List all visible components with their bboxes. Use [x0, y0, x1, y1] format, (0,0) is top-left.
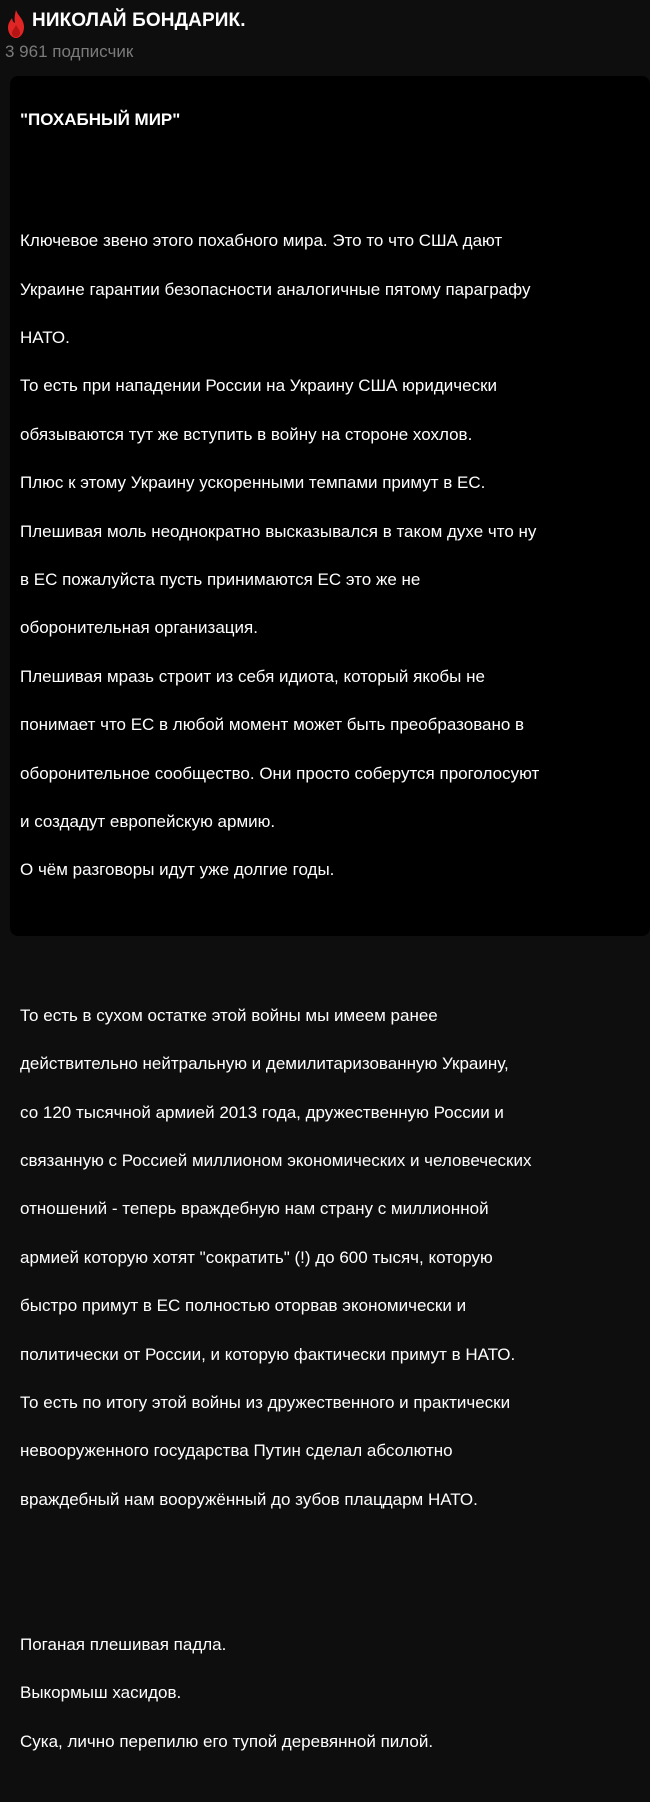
text-line: враждебный нам вооружённый до зубов плацдарм НАТО.: [20, 1489, 478, 1509]
text-line: политически от России, и которую фактически примут в НАТО.: [20, 1344, 516, 1364]
flame-icon: [5, 9, 27, 39]
post-paragraph: [20, 205, 638, 907]
text-line: в ЕС пожалуйста пусть принимаются ЕС это же не: [20, 570, 421, 590]
text-line: Поганая плешивая падла.: [20, 1634, 227, 1654]
text-line: и создадут европейскую армию.: [20, 812, 276, 832]
text-line: О чём разговоры идут уже долгие годы.: [20, 860, 335, 880]
text-line: То есть при нападении России на Украину США юридически: [20, 376, 498, 396]
text-line: Украине гарантии безопасности аналогичные пятому параграфу: [20, 279, 531, 299]
post-paragraph: [20, 979, 638, 1536]
text-line: То есть в сухом остатке этой войны мы имеем ранее: [20, 1005, 438, 1025]
text-line: действительно нейтральную и демилитаризованную Украину,: [20, 1054, 509, 1074]
post-title: "ПОХАБНЫЙ МИР": [20, 110, 181, 130]
text-line: оборонительное сообщество. Они просто соберутся проголосуют: [20, 763, 540, 783]
text-line: связанную с Россией миллионом экономических и человеческих: [20, 1150, 532, 1170]
text-line: невооруженного государства Путин сделал абсолютно: [20, 1441, 453, 1461]
text-line: НАТО.: [20, 328, 70, 348]
text-line: армией которую хотят "сократить" (!) до 600 тысяч, которую: [20, 1247, 493, 1267]
text-line: оборонительная организация.: [20, 618, 258, 638]
subscriber-count: 3 961 подписчик: [5, 42, 134, 61]
text-line: То есть по итогу этой войны из дружественного и практически: [20, 1392, 511, 1412]
text-line: обязываются тут же вступить в войну на стороне хохлов.: [20, 424, 473, 444]
text-line: Выкормыш хасидов.: [20, 1683, 182, 1703]
text-line: Плешивая мразь строит из себя идиота, который якобы не: [20, 666, 485, 686]
text-line: понимает что ЕС в любой момент может быть преобразовано в: [20, 715, 525, 735]
channel-title[interactable]: НИКОЛАЙ БОНДАРИК.: [32, 10, 246, 31]
text-line: Сука, лично перепилю его тупой деревянной пилой.: [20, 1731, 434, 1751]
text-line: Ключевое звено этого похабного мира. Это то что США дают: [20, 231, 503, 251]
post-paragraph: [20, 1609, 638, 1778]
text-line: со 120 тысячной армией 2013 года, дружественную России и: [20, 1102, 504, 1122]
channel-header[interactable]: [0, 0, 633, 74]
text-line: Плюс к этому Украину ускоренными темпами примут в ЕС.: [20, 473, 486, 493]
text-line: быстро примут в ЕС полностью оторвав экономически и: [20, 1296, 467, 1316]
post-body: [20, 84, 638, 1802]
text-line: Плешивая моль неоднократно высказывался в таком духе что ну: [20, 521, 537, 541]
text-line: отношений - теперь враждебную нам страну с миллионной: [20, 1199, 489, 1219]
